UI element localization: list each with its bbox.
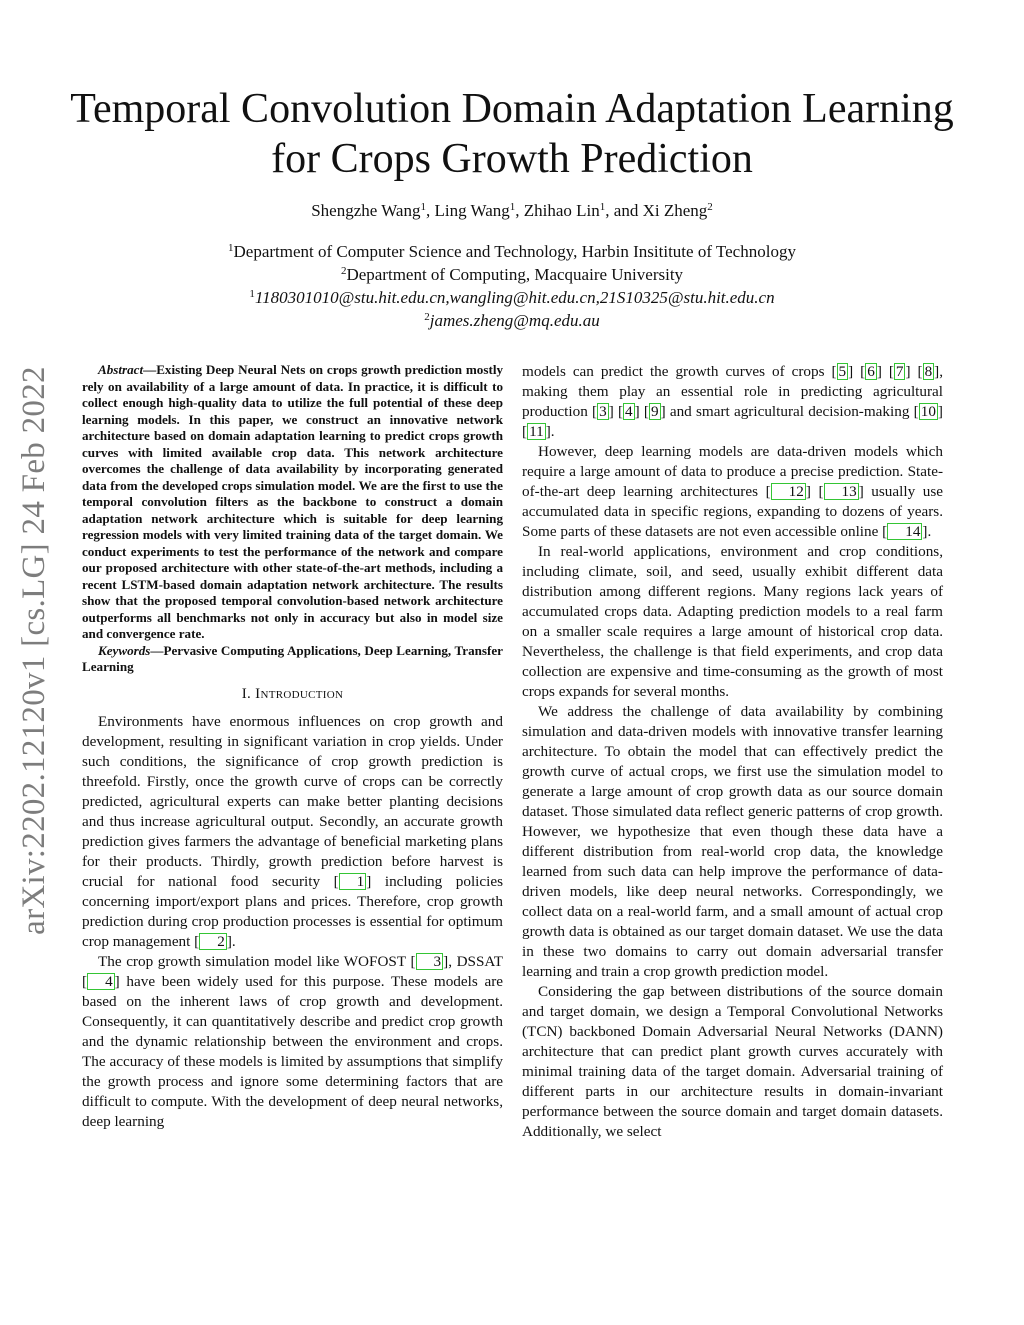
author-affil-mark: 1 [599, 201, 606, 213]
paper-title-line-2: for Crops Growth Prediction [271, 136, 753, 182]
paragraph-text: . [231, 932, 236, 950]
author-name: Shengzhe Wang [311, 201, 421, 220]
author-affil-mark: 1 [509, 201, 516, 213]
citation-link[interactable]: 10 [920, 403, 936, 420]
affil-mark: 1 [228, 242, 234, 254]
citation-link[interactable]: 3 [599, 403, 607, 420]
left-column [82, 362, 503, 1132]
section-title-initial: I [255, 685, 261, 702]
paragraph-text: and smart agricultural decision-making [665, 403, 914, 420]
paragraph: The crop growth simulation model like WOFOST [ 3 ], DSSAT [ 4 ] have been widely used for this purpose. These models are based on the inherent laws of crop growth and development. Consequently, it can quantitatively describe and predict crop growth and the dynamic relationship between the environment and crops. The accuracy of these models is limited by assumptions that simplify the growth process and ignore some determining factors that are difficult to compute. With the development of deep neural networks, deep learning [82, 952, 503, 1130]
paragraph: Considering the gap between distributions of the source domain and target domain, we design a Temporal Convolutional Networks (TCN) backboned Domain Adversarial Neural Networks (DANN) architecture that can predict plant growth curves accurately with minimal training data of the target domain. Adversarial training of different parts in our architecture results in domain-invariant performance between the source domain and target domain datasets. Additionally, we select [522, 983, 943, 1140]
keywords-label: Keywords [98, 642, 151, 658]
paragraph-text: models can predict the growth curves of crops [522, 363, 832, 380]
section-title-rest: ntroduction [260, 685, 344, 702]
author-name: Xi Zheng [642, 201, 708, 220]
section-number: I. [241, 685, 256, 702]
author-name: Ling Wang [434, 201, 510, 220]
paragraph-text: , making them play an essential role in predicting agricultural production [522, 363, 944, 420]
citation-link[interactable]: 11 [529, 423, 544, 440]
paragraph-text: , DSSAT [448, 952, 503, 970]
author-name: Zhihao Lin [523, 201, 600, 220]
arxiv-identifier-sidebar [14, 350, 54, 950]
paragraph-text: The crop growth simulation model like WOFOST [98, 952, 411, 970]
citation-link[interactable]: 3 [416, 953, 444, 970]
paper-title-line-1: Temporal Convolution Domain Adaptation Learning [70, 86, 954, 132]
paragraph: However, deep learning models are data-driven models which require a large amount of data to produce a precise prediction. State-of-the-art deep learning architectures [ 12 ] [ 13 ] usually use accumulated data in specific regions, expanding to dozens of years. Some parts of these datasets are not even accessible online [ 14 ]. [522, 443, 943, 540]
citation-link[interactable]: 12 [771, 483, 806, 500]
email-1 [60, 286, 964, 309]
citation-link[interactable]: 1 [339, 873, 367, 890]
paragraph-text: . [550, 423, 555, 440]
affil-mark: 2 [340, 265, 347, 277]
citation-link[interactable]: 7 [895, 363, 904, 380]
abstract-text: —Existing Deep Neural Nets on crops growth prediction mostly rely on availability of a large amount of data. In practice, it is difficult to collect enough high-quality data to utilize the full potential of these deep learning models. In this paper, we construct an innovative network architecture based on domain adaptation learning to predict crops growth curves with limited available crop data. This network architecture overcomes the challenge of data availability by incorporating generated data from the developed crops simulation model. We are the first to use the temporal convolution filters as the backbone to construct a domain adaptation network architecture which is suitable for deep learning regression models with very limited training data of the target domain. We conduct experiments to test the performance of the network and compare our proposed architecture with other state-of-the-art methods, including a recent LSTM-based domain adaptation network architecture. The results show that the proposed temporal convolution-based network architecture outperforms all benchmarks not only in accuracy but also in model size and convergence rate. [82, 362, 503, 641]
keywords-text: —Pervasive Computing Applications, Deep Learning, Transfer Learning [82, 642, 503, 674]
abstract-label: Abstract [98, 362, 144, 377]
paragraph: In real-world applications, environment and crop conditions, including climate, soil, and seed, usually exhibit different data distribution among different regions. Many regions lack years of accumulated crops data. Adapting prediction models to a real farm on a smaller scale requires a large amount of historical crop data. Nevertheless, the challenge is that field experiments, and crop data collection are expensive and time-consuming as the growth of most crops expands for several months. [522, 543, 943, 700]
author-affil-mark: 1 [420, 201, 426, 213]
paragraph-text: usually use accumulated data in specific regions, expanding to dozens of years. Some parts of these datasets are not even accessible online [522, 483, 943, 540]
author-affil-mark: 2 [707, 201, 713, 213]
affil-mark: 1 [249, 288, 255, 300]
email-2 [60, 309, 964, 332]
citation-link[interactable]: 4 [625, 403, 633, 420]
citation-link[interactable]: 2 [199, 933, 227, 950]
paragraph: Environments have enormous influences on crop growth and development, resulting in significant variation in crop yields. Under such conditions, the significance of crop growth prediction is threefold. Firstly, once the growth curve of crops can be correctly predicted, agricultural experts can make better planting decisions and thus increase agricultural output. Secondly, an accurate growth prediction gives farmers the advantage of beneficial marketing plans for their products. Thirdly, growth prediction before harvest is crucial for national food security [ 1 ] including policies concerning import/export plans and prices. Therefore, crop growth prediction during crop production processes is essential for optimum crop management [ 2 ]. [82, 712, 504, 950]
right-column [522, 362, 943, 1142]
paragraph-text: However, deep learning models are data-driven models which require a large amount of data to produce a precise prediction. State-of-the-art deep learning architectures [522, 443, 943, 500]
affiliation-2 [60, 263, 964, 286]
paragraph: models can predict the growth curves of crops [ 5 ] [ 6 ] [ 7 ] [ 8 ], making them play an essential role in predicting agricultural production [ 3 ] [ 4 ] [ 9 ] and smart agricultural decision-making [ 10 ] [ 11 ]. [522, 363, 944, 440]
author-separator: , [515, 201, 524, 220]
author-list [60, 201, 964, 221]
email-text: 1180301010@stu.hit.edu.cn,wangling@hit.edu.cn,21S10325@stu.hit.edu.cn [254, 288, 775, 307]
affiliation-1 [60, 240, 964, 263]
citation-link[interactable]: 14 [887, 523, 922, 540]
affil-mark: 2 [424, 311, 430, 323]
paragraph-text: Environments have enormous influences on crop growth and development, resulting in significant variation in crop yields. Under such conditions, the significance of crop growth prediction is threefold. Firstly, once the growth curve of crops can be correctly predicted, agricultural experts can make better planting decisions and thus increase agricultural output. Secondly, an accurate growth prediction gives farmers the advantage of beneficial marketing plans for their products. Thirdly, growth prediction before harvest is crucial for national food security [82, 712, 503, 890]
citation-link[interactable]: 13 [824, 483, 859, 500]
affiliation-text: Department of Computing, Macquaire University [346, 265, 684, 284]
citation-link[interactable]: 6 [867, 363, 875, 380]
paragraph-text: including policies concerning import/export plans and prices. Therefore, crop growth prediction during crop production processes is essential for optimum crop management [82, 872, 504, 950]
affiliations [60, 240, 964, 332]
paragraph-text: . [927, 523, 932, 540]
author-separator: , and [605, 201, 643, 220]
citation-link[interactable]: 4 [87, 973, 115, 990]
paragraph-text: have been widely used for this purpose. These models are based on the inherent laws of crop growth and development. Consequently, it can quantitatively describe and predict crop growth and the dynamic relationship between the environment and crops. The accuracy of these models is limited by assumptions that simplify the growth process and ignore some determining factors that are difficult to compute. With the development of deep neural networks, deep learning [82, 972, 503, 1130]
email-text: james.zheng@mq.edu.au [429, 311, 600, 330]
section-heading-introduction [82, 684, 503, 704]
citation-link[interactable]: 8 [924, 363, 933, 380]
keywords [82, 643, 503, 676]
arxiv-identifier: arXiv:2202.12120v1 [cs.LG] 24 Feb 2022 [15, 365, 52, 935]
affiliation-text: Department of Computer Science and Technology, Harbin Insititute of Technology [233, 242, 796, 261]
citation-link[interactable]: 9 [650, 403, 659, 420]
paragraph: We address the challenge of data availability by combining simulation and data-driven models with innovative transfer learning architecture. To obtain the model that can effectively predict the growth curve of actual crops, we first use the simulation model to generate a large amount of crop growth data as our source domain dataset. Those simulated data reflect generic patterns of crop growth. However, we hypothesize that even though these data have a different distribution from real-world crop data, the knowledge learned from such data can help improve the performance of data-driven models, like deep neural networks. Correspondingly, we collect data on a real-world farm, and a small amount of actual crop growth data is obtained as our target domain dataset. We use the data in these two domains to carry out domain adversarial transfer learning and train a crop growth prediction model. [522, 703, 943, 980]
paper-title [60, 84, 964, 184]
abstract [82, 362, 503, 643]
citation-link[interactable]: 5 [838, 363, 847, 380]
author-separator: , [425, 201, 435, 220]
